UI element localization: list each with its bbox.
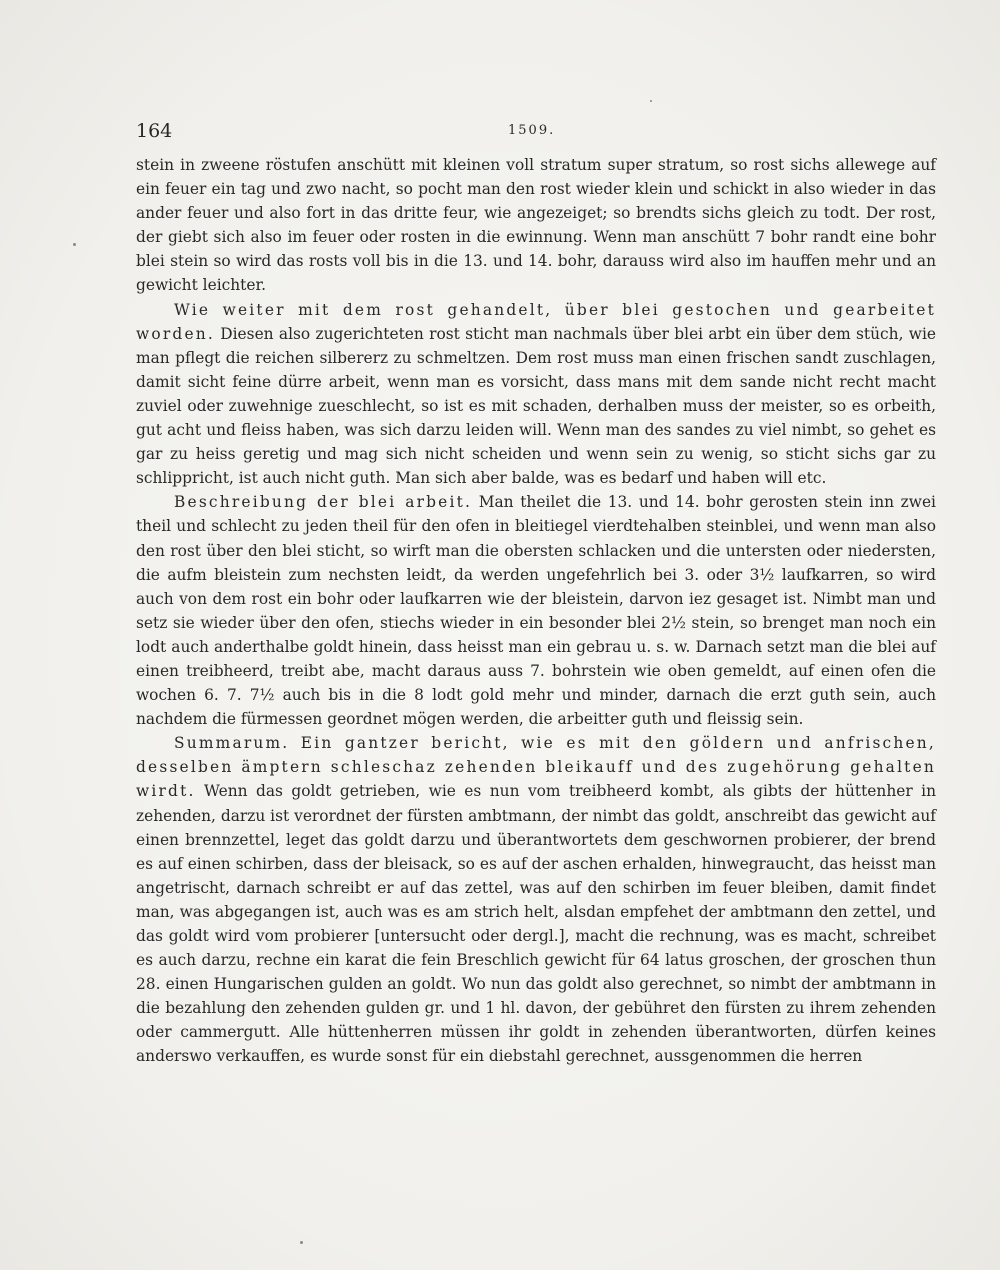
section-heading: Summarum. Ein gantzer bericht, wie es mit den göldern und anfrischen, desselben ämptern schleschaz zehenden bleikauff und des zugehörung gehalten wirdt. [136, 734, 936, 801]
paper-speck [300, 1241, 303, 1244]
running-head-year: 1509. [508, 123, 556, 138]
page-number: 164 [136, 120, 173, 142]
paragraph-text: Wenn das goldt getrieben, wie es nun vom treibheerd kombt, als gibts der hüttenher in zehenden, darzu ist verordnet der fürsten ambtmann, der nimbt das goldt, anschreibt das gewicht auf einen brennzettel, leget das goldt darzu und überantwortets dem geschwornen probierer, der brend es auf einen schirben, dass der bleisack, so es auf der aschen erhalden, hinwegraucht, das heisst man angetrischt, darnach schreibt er auf das zettel, was auf den schirben im feuer bleiben, damit findet man, was abgegangen ist, auch was es am strich helt, alsdan empfehet der ambtmann den zettel, und das goldt wird vom probierer [untersucht oder dergl.], macht die rechnung, was es macht, schreibet es auch darzu, rechne ein karat die fein Breschlich gewicht für 64 latus groschen, der groschen thun 28. einen Hungarischen gulden an goldt. Wo nun das goldt also gerechnet, so nimbt der ambtmann in die bezahlung den zehenden gulden gr. und 1 hl. davon, der gebühret den fürsten zu ihrem zehenden oder cammergutt. Alle hüttenherren müssen ihr goldt in zehenden überantworten, dürfen keines anderswo verkauffen, es wurde sonst für ein diebstahl gerechnet, aussgenommen die herren [136, 782, 936, 1066]
paragraph-text: Man theilet die 13. und 14. bohr gerosten stein inn zwei theil und schlecht zu jeden theil für den ofen in bleitiegel vierdtehalben steinblei, und wenn man also den rost über den blei sticht, so wirft man die obersten schlacken und die untersten oder niedersten, die aufm bleistein zum nechsten leidt, da werden ungefehrlich bei 3. oder 3½ laufkarren, so wird auch von dem rost ein bohr oder laufkarren wie der bleistein, darvon iez gesaget ist. Nimbt man und setz sie wieder über den ofen, stiechs wieder in ein besonder blei 2½ stein, so brenget man noch ein lodt auch anderthalbe goldt hinein, dass heisst man ein gebrau u. s. w. Darnach setzt man die blei auf einen treibheerd, treibt abe, macht daraus auss 7. bohrstein wie oben gemeldt, auf einen ofen die wochen 6. 7. 7½ auch bis in die 8 lodt gold mehr und minder, darnach die erzt guth sein, auch nachdem die fürmessen geordnet mögen werden, die arbeitter guth und fleissig sein. [136, 493, 936, 729]
body-text [136, 153, 936, 1069]
paragraph-1: stein in zweene röstufen anschütt mit kleinen voll stratum super stratum, so rost sichs allewege auf ein feuer ein tag und zwo nacht, so pocht man den rost wieder klein und schickt in also wieder in das ander feuer und also fort in das dritte feur, wie angezeiget; so brendts sichs gleich zu todt. Der rost, der giebt sich also im feuer oder rosten in die ewinnung. Wenn man anschütt 7 bohr randt eine bohr blei stein so wird das rosts voll bis in die 13. und 14. bohr, darauss wird also im hauffen mehr und an gewicht leichter. [136, 156, 936, 295]
section-heading: Beschreibung der blei arbeit. [174, 493, 473, 512]
section-heading: Wie weiter mit dem rost gehandelt, über blei gestochen und gearbeitet worden. [136, 300, 936, 343]
paragraph-4 [136, 731, 936, 1068]
paragraph-text: Diesen also zugerichteten rost sticht man nachmals über blei arbt ein über dem stüch, wie man pflegt die reichen silbererz zu schmeltzen. Dem rost muss man einen frischen sandt zuschlagen, damit sicht feine dürre arbeit, wenn man es vorsicht, dass mans mit dem sande nicht recht macht zuviel oder zuwehnige zueschlecht, so ist es mit schaden, derhalben muss der meister, so es orbeith, gut acht und fleiss haben, was sich darzu leiden will. Wenn man des sandes zu viel nimbt, so gehet es gar zu heiss geretig und mag sich nicht scheiden und wenn sein zu wenig, so sticht sichs gar zu schlippricht, ist auch nicht guth. Man sich aber balde, was es bedarf und haben will etc. [136, 324, 936, 488]
paragraph-3 [136, 490, 936, 731]
page-header [136, 120, 936, 144]
paper-speck [650, 100, 652, 102]
paper-speck [73, 243, 76, 246]
paragraph-2 [136, 298, 936, 491]
